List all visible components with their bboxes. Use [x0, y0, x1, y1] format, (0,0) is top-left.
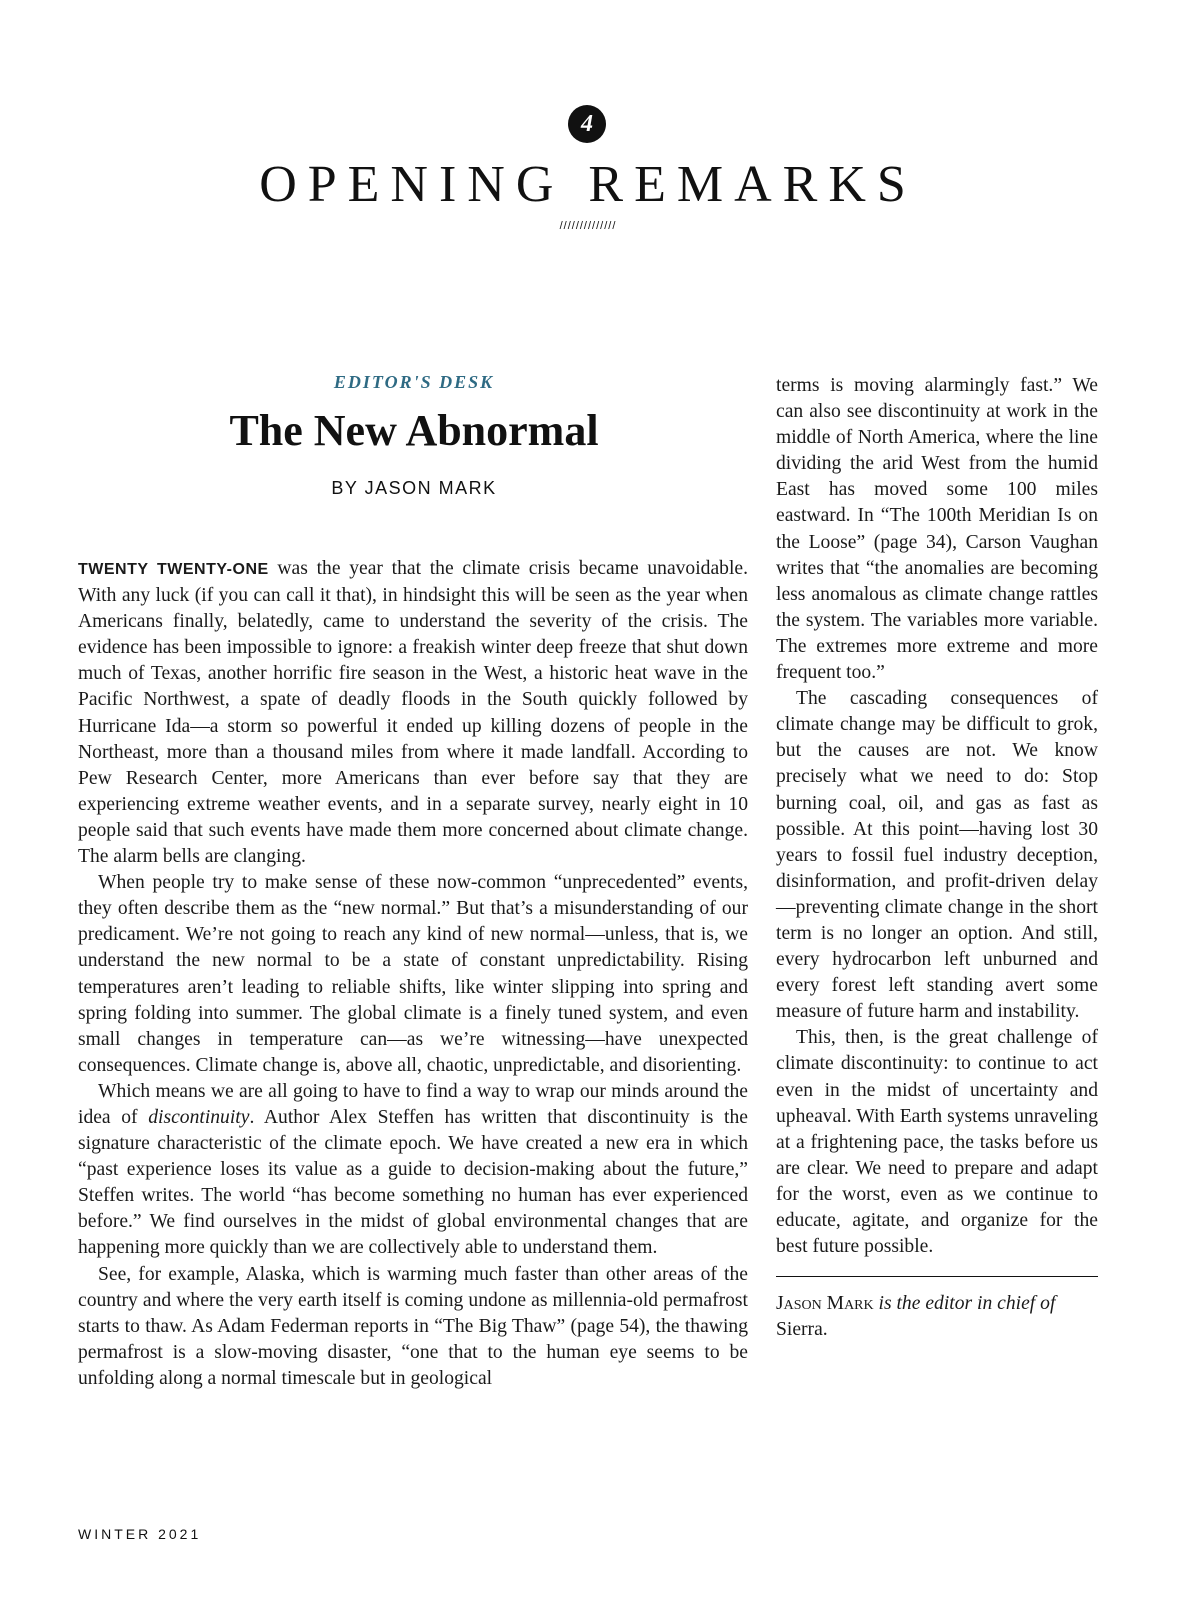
lead-in: TWENTY TWENTY-ONE — [78, 561, 269, 578]
author-bio — [776, 1291, 1098, 1343]
article-kicker: EDITOR'S DESK — [333, 372, 495, 392]
article-headline: The New Abnormal — [229, 406, 599, 455]
paragraph-5: The cascading consequences of climate change may be difficult to grok, but the causes are not. We know precisely what we need to do: Stop burning coal, oil, and gas as fast as possible. At this point—having lost 30 years to fossil fuel industry deception, disinformation, and profit-driven delay—preventing climate change in the short term is no longer an option. And still, every hydrocarbon left unburned and every forest left standing avert some measure of future harm and instability. — [776, 688, 1098, 1023]
article-byline: BY JASON MARK — [331, 478, 497, 498]
bio-text: is the editor in chief of — [873, 1293, 1056, 1315]
footer-issue-date: WINTER 2021 — [78, 1526, 202, 1542]
author-name: Jason Mark — [776, 1293, 874, 1315]
paragraph-3-text-b: . Author Alex Steffen has written that discontinuity is the signature characteristic of the climate epoch. We have created a new era in which “past experience loses its value as a guide to decision-making about the future,” Steffen writes. The world “has become something no human has ever experienced before.” We find ourselves in the midst of global environmental changes that are happening more quickly than we are collectively able to understand them. — [78, 1106, 748, 1259]
paragraph-3 — [78, 1079, 748, 1262]
emphasis-discontinuity: discontinuity — [148, 1106, 250, 1128]
paragraph-2: When people try to make sense of these now-common “unprecedented” events, they often describe them as the “new normal.” But that’s a misunderstanding of our predicament. We’re not going to reach any kind of new normal—unless, that is, we understand the new normal to be a state of constant unpredictability. Rising temperatures aren’t leading to reliable shifts, like winter slipping into spring and spring folding into summer. The global climate is a finely tuned system, and even small changes in temperature can—as we’re witnessing—have unexpected consequences. Climate change is, above all, chaotic, unpredictable, and disorienting. — [78, 872, 748, 1076]
paragraph-1 — [78, 556, 748, 870]
publication-name: Sierra — [776, 1319, 823, 1341]
paragraph-4-end: terms is moving alarmingly fast.” We can also see discontinuity at work in the middle of North America, where the line dividing the arid West from the humid East has moved some 100 miles eastward. In “The 100th Meridian Is on the Loose” (page 34), Carson Vaughan writes that “the anomalies are becoming less anomalous as climate change rattles the system. The variables more variable. The extremes more extreme and more frequent too.” — [776, 375, 1098, 684]
bio-divider — [776, 1276, 1098, 1277]
paragraph-3-text-a: Which means we are all going to have to find a way to wrap our minds around the idea of — [78, 1080, 748, 1128]
article-column-left — [78, 556, 748, 1392]
paragraph-1-text: was the year that the climate crisis became unavoidable. With any luck (if you can call it that), in hindsight this will be seen as the year when Americans finally, belatedly, came to understand the severity of the crisis. The evidence has been impossible to ignore: a freakish winter deep freeze that shut down much of Texas, another horrific fire season in the West, a historic heat wave in the Pacific Northwest, a spate of deadly floods in the South quickly followed by Hurricane Ida—a storm so powerful it ended up killing dozens of people in the Northeast, more than a thousand miles from where it made landfall. According to Pew Research Center, more Americans than ever before say that they are experiencing extreme weather events, and in a separate survey, nearly eight in 10 people said that such events have made them more concerned about climate change. The alarm bells are clanging. — [78, 558, 749, 868]
page-number-badge — [568, 105, 606, 143]
page-number: 4 — [581, 110, 593, 137]
paragraph-6: This, then, is the great challenge of climate discontinuity: to continue to act even in the midst of uncertainty and upheaval. With Earth systems unraveling at a frightening pace, the tasks before us are clear. We need to prepare and adapt for the worst, even as we continue to educate, agitate, and organize for the best future possible. — [776, 1027, 1098, 1258]
title-ornament: ////////////// — [559, 220, 617, 232]
bio-end: . — [822, 1319, 828, 1341]
section-title: OPENING REMARKS — [259, 156, 917, 213]
paragraph-4-start: See, for example, Alaska, which is warming much faster than other areas of the country and where the very earth itself is coming undone as millennia-old permafrost starts to thaw. As Adam Federman reports in “The Big Thaw” (page 54), the thawing permafrost is a slow-moving disaster, “one that to the human eye seems to be unfolding along a normal timescale but in geological — [78, 1263, 748, 1389]
article-column-right — [776, 373, 1098, 1343]
